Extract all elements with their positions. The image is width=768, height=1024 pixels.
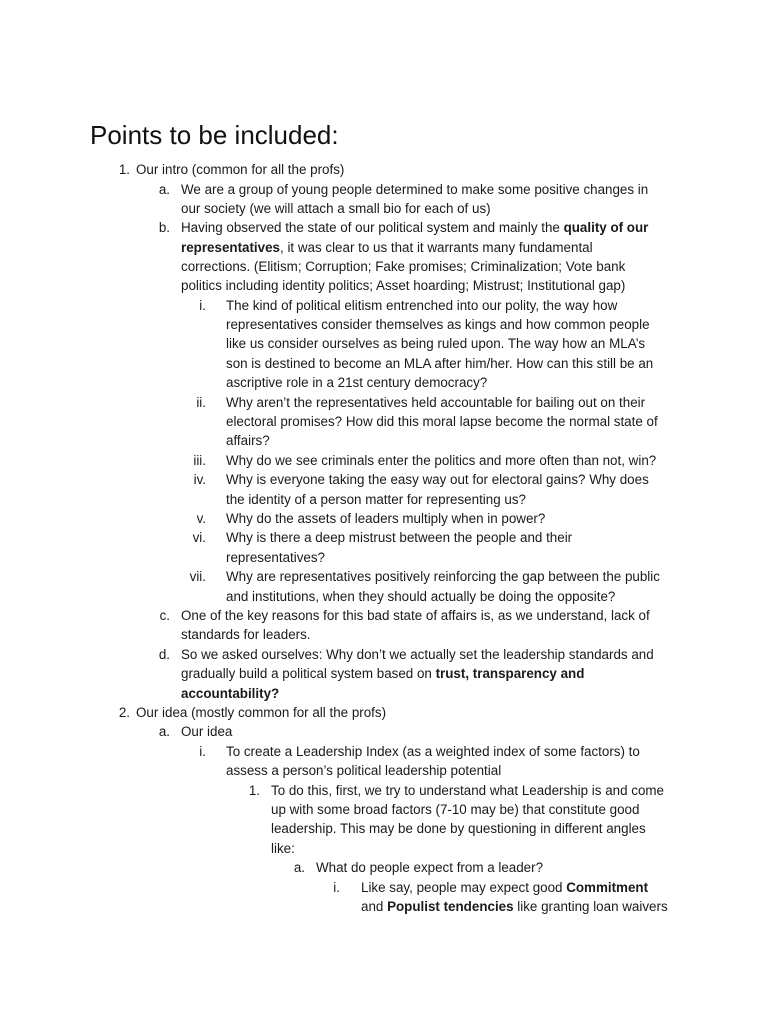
list-item-text: standards for leaders. <box>181 627 311 642</box>
list-marker: i. <box>333 880 340 895</box>
list-item-text: To create a Leadership Index (as a weighted index of some factors) to <box>226 744 640 759</box>
list-item-text: representatives? <box>226 550 325 565</box>
list-marker: iv. <box>193 472 206 487</box>
list-item-text: the identity of a person matter for representing us? <box>226 492 526 507</box>
list-marker: b. <box>158 220 170 235</box>
list-item-text: Why is everyone taking the easy way out for electoral gains? Why does <box>226 472 649 487</box>
list-item-text: Why is there a deep mistrust between the people and their <box>226 530 573 545</box>
list-item-text: Why do we see criminals enter the politics and more often than not, win? <box>226 453 657 468</box>
list-item-text: Why do the assets of leaders multiply when in power? <box>226 511 546 526</box>
list-item-text: So we asked ourselves: Why don’t we actually set the leadership standards and <box>181 647 654 662</box>
list-marker: i. <box>199 298 206 313</box>
list-item-text: affairs? <box>226 433 270 448</box>
list-item-text: up with some broad factors (7-10 may be) that constitute good <box>271 802 640 817</box>
list-item-text: Our intro (common for all the profs) <box>136 162 345 177</box>
list-item-text: The kind of political elitism entrenched into our polity, the way how <box>226 298 618 313</box>
list-item-text: ascriptive role in a 21st century democracy? <box>226 375 488 390</box>
list-item-text: Why are representatives positively reinforcing the gap between the public <box>226 569 660 584</box>
list-item-text: To do this, first, we try to understand what Leadership is and come <box>271 783 664 798</box>
list-marker: a. <box>293 860 305 875</box>
list-item-text: What do people expect from a leader? <box>316 860 544 875</box>
list-item-text: gradually build a political system based on trust, transparency and <box>181 666 585 681</box>
list-marker: c. <box>159 608 170 623</box>
list-item-text: electoral promises? How did this moral lapse become the normal state of <box>226 414 658 429</box>
list-item-text: assess a person’s political leadership potential <box>226 763 502 778</box>
list-marker: v. <box>196 511 206 526</box>
list-item-text: leadership. This may be done by questioning in different angles <box>271 821 646 836</box>
list-item-text: like us consider ourselves as being ruled upon. The way how an MLA’s <box>226 336 646 351</box>
list-item-text: One of the key reasons for this bad state of affairs is, as we understand, lack of <box>181 608 650 623</box>
list-item-text: Why aren’t the representatives held accountable for bailing out on their <box>226 395 646 410</box>
list-marker: vii. <box>189 569 206 584</box>
list-item-text: representatives, it was clear to us that it warrants many fundamental <box>181 240 593 255</box>
list-marker: 1. <box>118 162 130 177</box>
list-item-text: son is destined to become an MLA after him/her. How can this still be an <box>226 356 654 371</box>
list-marker: 2. <box>118 705 130 720</box>
list-item-text: Like say, people may expect good Commitment <box>361 880 649 895</box>
list-item-text: We are a group of young people determined to make some positive changes in <box>181 182 649 197</box>
list-marker: a. <box>158 724 170 739</box>
list-item-text: representatives consider themselves as kings and how common people <box>226 317 650 332</box>
list-item-text: politics including identity politics; Asset hoarding; Mistrust; Institutional gap) <box>181 278 626 293</box>
list-item-text: and Populist tendencies like granting loan waivers <box>361 899 668 914</box>
list-marker: iii. <box>193 453 206 468</box>
list-item-text: corrections. (Elitism; Corruption; Fake promises; Criminalization; Vote bank <box>181 259 626 274</box>
list-marker: vi. <box>192 530 206 545</box>
list-marker: ii. <box>196 395 206 410</box>
list-item-text: and institutions, when they should actually be doing the opposite? <box>226 589 616 604</box>
list-item-text: Having observed the state of our political system and mainly the quality of our <box>181 220 649 235</box>
list-marker: a. <box>158 182 170 197</box>
list-item-text: like: <box>271 841 295 856</box>
list-marker: d. <box>158 647 170 662</box>
list-marker: 1. <box>248 783 260 798</box>
page-title: Points to be included: <box>90 120 339 150</box>
list-item-text: Our idea (mostly common for all the profs) <box>136 705 387 720</box>
list-item-text: our society (we will attach a small bio for each of us) <box>181 201 491 216</box>
list-item-text: accountability? <box>181 686 280 701</box>
list-item-text: Our idea <box>181 724 233 739</box>
list-marker: i. <box>199 744 206 759</box>
